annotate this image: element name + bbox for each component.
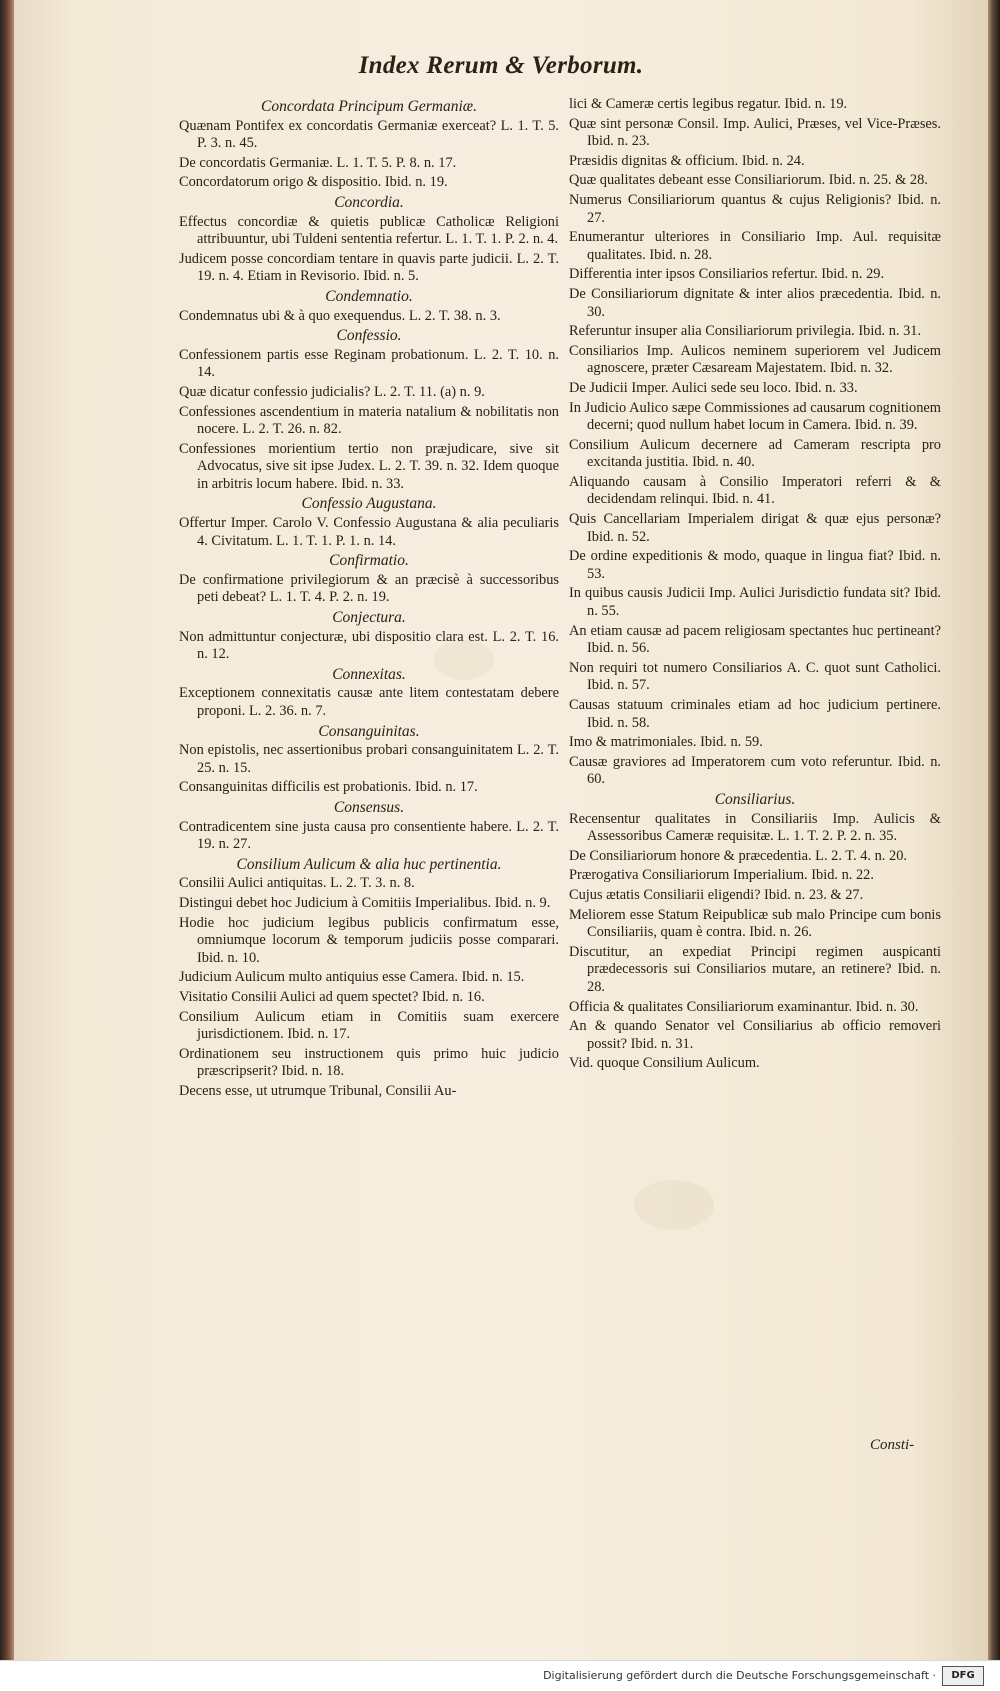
index-entry: Vid. quoque Consilium Aulicum. xyxy=(569,1055,760,1072)
index-entry: Consilium Aulicum etiam in Comitiis suam exercere jurisdictionem. Ibid. n. 17. xyxy=(179,1008,559,1043)
index-entry: Judicium Aulicum multo antiquius esse Camera. Ibid. n. 15. xyxy=(179,969,525,986)
index-entry: Enumerantur ulteriores in Consiliario Imp. Aul. requisitæ qualitates. Ibid. n. 28. xyxy=(569,229,941,263)
index-entry: In quibus causis Judicii Imp. Aulici Jurisdictio fundata sit? Ibid. n. 55. xyxy=(569,585,941,620)
index-heading: Consensus. xyxy=(333,798,405,816)
index-entry: Præsidis dignitas & officium. Ibid. n. 24. xyxy=(569,152,805,169)
index-heading: Confirmatio. xyxy=(329,552,409,570)
index-column-left xyxy=(179,96,559,1102)
book-fore-edge xyxy=(988,0,1000,1660)
index-entry: Confessiones morientium tertio non præjudicare, sive sit Advocatus, sive sit ipse Judex. L. 2. T. 39. n. 32. Idem quoque in arbitris locum habere. Ibid. n. 33. xyxy=(179,440,559,492)
index-entry: De ordine expeditionis & modo, quaque in lingua fiat? Ibid. n. 53. xyxy=(569,548,941,582)
index-entry: Referuntur insuper alia Consiliariorum privilegia. Ibid. n. 31. xyxy=(569,323,922,340)
index-entry: De confirmatione privilegiorum & an præcisè à successoribus peti debeat? L. 1. T. 4. P. 2. n. 19. xyxy=(179,571,559,606)
scanned-page xyxy=(14,0,988,1660)
index-entry: Decens esse, ut utrumque Tribunal, Consilii Au- xyxy=(179,1082,457,1099)
index-entry: Non admittuntur conjecturæ, ubi dispositio clara est. L. 2. T. 16. n. 12. xyxy=(179,628,559,663)
index-entry: Ordinationem seu instructionem quis primo huic judicio præscripserit? Ibid. n. 18. xyxy=(179,1045,559,1080)
index-column-right xyxy=(569,96,941,1075)
index-entry: Prærogativa Consiliariorum Imperialium. Ibid. n. 22. xyxy=(569,867,874,884)
index-entry: Visitatio Consilii Aulici ad quem spectet? Ibid. n. 16. xyxy=(179,988,485,1005)
index-heading: Conjectura. xyxy=(332,609,406,627)
index-entry: Consilium Aulicum decernere ad Cameram rescripta pro excitanda justitia. Ibid. n. 40. xyxy=(569,436,941,471)
index-entry: Quis Cancellariam Imperialem dirigat & quæ ejus personæ? Ibid. n. 52. xyxy=(569,511,941,545)
index-entry: An etiam causæ ad pacem religiosam spectantes huc pertineant? Ibid. n. 56. xyxy=(569,622,941,657)
index-entry: Quæ qualitates debeant esse Consiliariorum. Ibid. n. 25. & 28. xyxy=(569,172,928,189)
dfg-logo[interactable]: DFG xyxy=(942,1666,984,1686)
index-heading: Consanguinitas. xyxy=(318,722,420,740)
footer-bar xyxy=(0,1660,1000,1691)
index-entry: Consanguinitas difficilis est probationis. Ibid. n. 17. xyxy=(179,779,478,796)
index-entry: lici & Cameræ certis legibus regatur. Ibid. n. 19. xyxy=(569,96,848,112)
index-entry: Officia & qualitates Consiliariorum examinantur. Ibid. n. 30. xyxy=(569,998,919,1015)
page-header: Index Rerum & Verborum. xyxy=(358,52,644,79)
index-heading: Consilium Aulicum & alia huc pertinentia. xyxy=(236,855,502,873)
index-entry: An & quando Senator vel Consiliarius ab officio removeri possit? Ibid. n. 31. xyxy=(569,1018,941,1052)
index-heading: Confessio Augustana. xyxy=(301,495,437,513)
index-entry: Non requiri tot numero Consiliarios A. C. quot sunt Catholici. Ibid. n. 57. xyxy=(569,659,941,694)
index-entry: Non epistolis, nec assertionibus probari consanguinitatem L. 2. T. 25. n. 15. xyxy=(179,742,559,776)
index-heading: Connexitas. xyxy=(332,665,406,683)
index-entry: Numerus Consiliariorum quantus & cujus Religionis? Ibid. n. 27. xyxy=(569,191,941,226)
index-entry: Causæ graviores ad Imperatorem cum voto referuntur. Ibid. n. 60. xyxy=(569,753,941,788)
index-entry: Confessionem partis esse Reginam probationum. L. 2. T. 10. n. 14. xyxy=(179,346,559,381)
index-entry: Quæ dicatur confessio judicialis? L. 2. T. 11. (a) n. 9. xyxy=(179,383,485,400)
index-entry: Discutitur, an expediat Principi regimen auspicanti prædecessoris sui Consiliarios mutare, an retinere? Ibid. n. 28. xyxy=(569,943,941,995)
index-entry: Confessiones ascendentium in materia natalium & nobilitatis non nocere. L. 2. T. 26. n. 82. xyxy=(179,403,559,438)
paper-stain xyxy=(634,1180,714,1230)
index-entry: Consiliarios Imp. Aulicos neminem superiorem vel Judicem agnoscere, præter Cæsaream Majestatem. Ibid. n. 32. xyxy=(569,342,941,377)
index-entry: Concordatorum origo & dispositio. Ibid. n. 19. xyxy=(179,174,448,191)
index-entry: Exceptionem connexitatis causæ ante litem contestatam debere proponi. L. 2. 36. n. 7. xyxy=(179,685,559,719)
book-spine-edge xyxy=(0,0,14,1660)
index-entry: De Consiliariorum dignitate & inter alios præcedentia. Ibid. n. 30. xyxy=(569,285,941,320)
index-entry: Differentia inter ipsos Consiliarios refertur. Ibid. n. 29. xyxy=(569,266,885,283)
index-heading: Concordia. xyxy=(334,193,404,211)
index-entry: Imo & matrimoniales. Ibid. n. 59. xyxy=(569,734,763,751)
index-entry: De Consiliariorum honore & præcedentia. L. 2. T. 4. n. 20. xyxy=(569,847,907,864)
index-entry: Recensentur qualitates in Consiliariis Imp. Aulicis & Assessoribus Cameræ requisitæ. L. 1. T. 2. P. 2. n. 35. xyxy=(569,810,941,845)
catchword: Consti- xyxy=(870,1437,915,1453)
index-entry: Aliquando causam à Consilio Imperatori referri & & decidendam relinqui. Ibid. n. 41. xyxy=(569,473,941,508)
index-entry: Judicem posse concordiam tentare in quavis parte judicii. L. 2. T. 19. n. 4. Etiam in Revisorio. Ibid. n. 5. xyxy=(179,250,559,285)
index-entry: Meliorem esse Statum Reipublicæ sub malo Principe cum bonis Consiliariis, quam è contra. Ibid. n. 26. xyxy=(569,906,941,941)
index-heading: Concordata Principum Germaniæ. xyxy=(261,98,477,115)
index-entry: Contradicentem sine justa causa pro consentiente habere. L. 2. T. 19. n. 27. xyxy=(179,818,559,853)
index-entry: De concordatis Germaniæ. L. 1. T. 5. P. 8. n. 17. xyxy=(179,154,457,171)
index-entry: Quæ sint personæ Consil. Imp. Aulici, Præses, vel Vice-Præses. Ibid. n. 23. xyxy=(569,115,941,150)
index-entry: Distingui debet hoc Judicium à Comitiis Imperialibus. Ibid. n. 9. xyxy=(179,894,551,911)
index-heading: Consiliarius. xyxy=(714,790,796,808)
index-entry: Quænam Pontifex ex concordatis Germaniæ exerceat? L. 1. T. 5. P. 3. n. 45. xyxy=(179,117,559,152)
footer-credit: Digitalisierung gefördert durch die Deutsche Forschungsgemeinschaft · xyxy=(543,1669,936,1682)
index-entry: De Judicii Imper. Aulici sede seu loco. Ibid. n. 33. xyxy=(569,379,858,396)
index-entry: Consilii Aulici antiquitas. L. 2. T. 3. n. 8. xyxy=(179,875,415,892)
index-entry: Causas statuum criminales etiam ad hoc judicium pertinere. Ibid. n. 58. xyxy=(569,697,941,731)
index-entry: Effectus concordiæ & quietis publicæ Catholicæ Religioni attribuuntur, ubi Tuldeni sententia refertur. L. 1. T. 1. P. 2. n. 4. xyxy=(179,213,559,248)
index-heading: Confessio. xyxy=(336,327,402,345)
index-entry: Cujus ætatis Consiliarii eligendi? Ibid. n. 23. & 27. xyxy=(569,886,864,903)
index-entry: In Judicio Aulico sæpe Commissiones ad causarum cognitionem decerni; quod nullum habet locum in Camera. Ibid. n. 39. xyxy=(569,399,941,434)
index-entry: Condemnatus ubi & à quo exequendus. L. 2. T. 38. n. 3. xyxy=(179,307,501,324)
index-entry: Offertur Imper. Carolo V. Confessio Augustana & alia peculiaris 4. Civitatum. L. 1. T. 1. P. 1. n. 14. xyxy=(179,515,559,549)
index-heading: Condemnatio. xyxy=(325,287,413,305)
index-entry: Hodie hoc judicium legibus publicis confirmatum esse, omniumque locorum & temporum judiciis posse comparari. Ibid. n. 10. xyxy=(179,914,559,966)
